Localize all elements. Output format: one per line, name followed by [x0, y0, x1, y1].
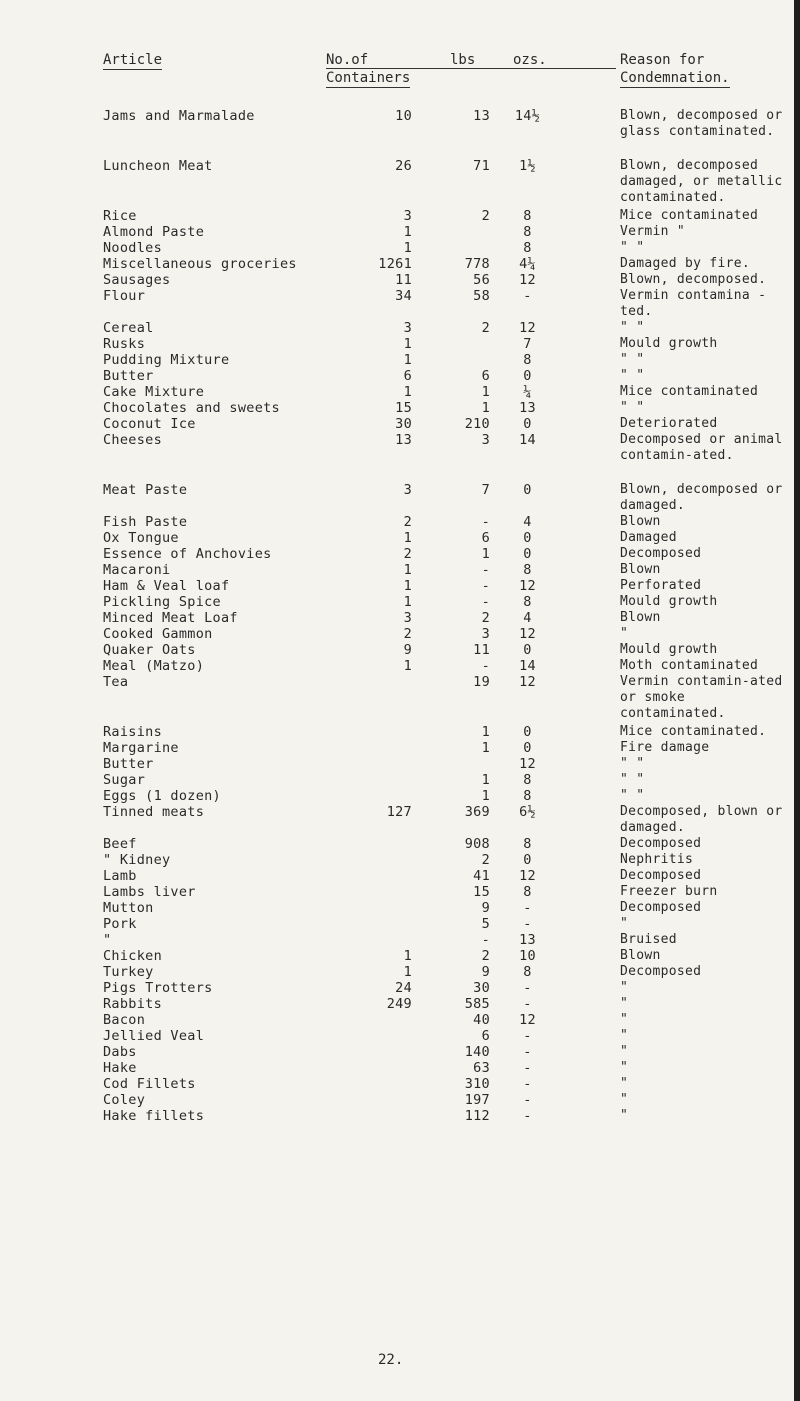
lbs-cell: 197 — [464, 1092, 490, 1108]
article-cell: Jellied Veal — [103, 1028, 205, 1044]
ozs-cell: - — [523, 1092, 532, 1108]
ozs-cell: 0 — [523, 740, 532, 756]
reason-cell: Fire damage — [620, 740, 710, 755]
table-row — [0, 916, 800, 932]
ozs-cell: 10 — [519, 948, 536, 964]
containers-cell: 26 — [395, 158, 412, 174]
table-row — [0, 868, 800, 884]
article-cell: Cake Mixture — [103, 384, 205, 400]
ozs-cell: 1½ — [519, 158, 536, 174]
containers-cell: 3 — [403, 610, 412, 626]
table-row — [0, 884, 800, 900]
ozs-cell: 0 — [523, 368, 532, 384]
reason-cell: Deteriorated — [620, 416, 718, 431]
lbs-cell: 5 — [481, 916, 490, 932]
ozs-cell: 0 — [523, 724, 532, 740]
article-cell: Butter — [103, 756, 154, 772]
article-cell: Fish Paste — [103, 514, 188, 530]
table-row — [0, 756, 800, 772]
ozs-cell: - — [523, 980, 532, 996]
article-cell: Bacon — [103, 1012, 146, 1028]
containers-cell: 3 — [403, 320, 412, 336]
ozs-cell: 12 — [519, 626, 536, 642]
ozs-cell: 13 — [519, 400, 536, 416]
containers-cell: 1 — [403, 658, 412, 674]
table-row — [0, 530, 800, 546]
ozs-cell: - — [523, 288, 532, 304]
table-row — [0, 900, 800, 916]
lbs-cell: 63 — [473, 1060, 490, 1076]
lbs-cell: - — [481, 562, 490, 578]
header-rule — [326, 68, 616, 69]
reason-cell: " — [620, 996, 629, 1011]
article-cell: Sausages — [103, 272, 171, 288]
article-cell: Mutton — [103, 900, 154, 916]
table-row — [0, 272, 800, 288]
reason-cell: " — [620, 1028, 629, 1043]
reason-cell: " " — [620, 352, 645, 367]
table-row — [0, 256, 800, 272]
article-cell: Noodles — [103, 240, 162, 256]
table-row — [0, 482, 800, 514]
article-cell: Hake — [103, 1060, 137, 1076]
ozs-cell: 0 — [523, 416, 532, 432]
reason-cell: Perforated — [620, 578, 702, 593]
reason-cell: Mice contaminated — [620, 208, 759, 223]
containers-cell: 1 — [403, 530, 412, 546]
containers-cell: 1 — [403, 964, 412, 980]
table-row — [0, 948, 800, 964]
ozs-cell: - — [523, 1108, 532, 1124]
article-cell: Pigs Trotters — [103, 980, 213, 996]
ozs-cell: - — [523, 1060, 532, 1076]
reason-cell: " " — [620, 368, 645, 383]
table-row — [0, 108, 800, 158]
table-row — [0, 320, 800, 336]
article-cell: Pork — [103, 916, 137, 932]
containers-cell: 1 — [403, 948, 412, 964]
ozs-cell: 4 — [523, 610, 532, 626]
containers-cell: 2 — [403, 626, 412, 642]
lbs-cell: 11 — [473, 642, 490, 658]
article-cell: Cheeses — [103, 432, 162, 448]
header-containers-bottom: Containers — [326, 70, 411, 86]
ozs-cell: 12 — [519, 868, 536, 884]
lbs-cell: 310 — [464, 1076, 490, 1092]
table-row — [0, 1028, 800, 1044]
ozs-cell: 0 — [523, 482, 532, 498]
lbs-cell: - — [481, 932, 490, 948]
lbs-cell: 19 — [473, 674, 490, 690]
ozs-cell: - — [523, 900, 532, 916]
containers-cell: 13 — [395, 432, 412, 448]
table-row — [0, 626, 800, 642]
ozs-cell: - — [523, 1076, 532, 1092]
containers-cell: 24 — [395, 980, 412, 996]
article-cell: " — [103, 932, 112, 948]
ozs-cell: - — [523, 1028, 532, 1044]
reason-cell: " — [620, 1044, 629, 1059]
reason-cell: " — [620, 1108, 629, 1123]
header-reason-bottom: Condemnation. — [620, 70, 730, 86]
article-cell: Almond Paste — [103, 224, 205, 240]
containers-cell: 1 — [403, 352, 412, 368]
article-cell: Minced Meat Loaf — [103, 610, 238, 626]
containers-cell: 11 — [395, 272, 412, 288]
article-cell: Turkey — [103, 964, 154, 980]
containers-cell: 1 — [403, 224, 412, 240]
table-row — [0, 416, 800, 432]
table-row — [0, 836, 800, 852]
ozs-cell: 8 — [523, 788, 532, 804]
ozs-cell: 8 — [523, 884, 532, 900]
containers-cell: 1 — [403, 240, 412, 256]
ozs-cell: 12 — [519, 272, 536, 288]
lbs-cell: 6 — [481, 368, 490, 384]
containers-cell: 3 — [403, 208, 412, 224]
article-cell: Butter — [103, 368, 154, 384]
article-cell: Coconut Ice — [103, 416, 196, 432]
containers-cell: 127 — [386, 804, 412, 820]
containers-cell: 15 — [395, 400, 412, 416]
article-cell: Chicken — [103, 948, 162, 964]
reason-cell: Blown, decomposed or glass contaminated. — [620, 108, 783, 139]
reason-cell: Blown — [620, 562, 661, 577]
reason-cell: Decomposed, blown or damaged. — [620, 804, 783, 835]
ozs-cell: 8 — [523, 594, 532, 610]
reason-cell: Mould growth — [620, 594, 718, 609]
article-cell: Pickling Spice — [103, 594, 221, 610]
containers-cell: 30 — [395, 416, 412, 432]
lbs-cell: 2 — [481, 320, 490, 336]
ozs-cell: - — [523, 916, 532, 932]
reason-cell: " " — [620, 240, 645, 255]
ozs-cell: - — [523, 996, 532, 1012]
reason-cell: " — [620, 1092, 629, 1107]
reason-cell: Blown, decomposed. — [620, 272, 767, 287]
lbs-cell: 1 — [481, 772, 490, 788]
lbs-cell: 7 — [481, 482, 490, 498]
article-cell: Meat Paste — [103, 482, 188, 498]
lbs-cell: 369 — [464, 804, 490, 820]
lbs-cell: 2 — [481, 610, 490, 626]
reason-cell: Decomposed — [620, 836, 702, 851]
table-row — [0, 400, 800, 416]
table-row — [0, 642, 800, 658]
header-containers-top: No.of — [326, 52, 369, 68]
ozs-cell: 8 — [523, 964, 532, 980]
table-row — [0, 562, 800, 578]
table-row — [0, 610, 800, 626]
reason-cell: " " — [620, 400, 645, 415]
lbs-cell: 71 — [473, 158, 490, 174]
reason-cell: " " — [620, 772, 645, 787]
table-row — [0, 980, 800, 996]
lbs-cell: - — [481, 594, 490, 610]
article-cell: Luncheon Meat — [103, 158, 213, 174]
ozs-cell: 7 — [523, 336, 532, 352]
ozs-cell: - — [523, 1044, 532, 1060]
reason-cell: " — [620, 1012, 629, 1027]
article-cell: Ox Tongue — [103, 530, 179, 546]
reason-cell: " " — [620, 756, 645, 771]
article-cell: Lambs liver — [103, 884, 196, 900]
article-cell: Meal (Matzo) — [103, 658, 205, 674]
article-cell: Eggs (1 dozen) — [103, 788, 221, 804]
reason-cell: Bruised — [620, 932, 677, 947]
table-row — [0, 1044, 800, 1060]
ozs-cell: ¼ — [523, 384, 532, 400]
table-row — [0, 1012, 800, 1028]
table-row — [0, 368, 800, 384]
article-cell: Rusks — [103, 336, 146, 352]
article-cell: Beef — [103, 836, 137, 852]
lbs-cell: - — [481, 578, 490, 594]
ozs-cell: 12 — [519, 756, 536, 772]
article-cell: Quaker Oats — [103, 642, 196, 658]
reason-cell: Mice contaminated. — [620, 724, 767, 739]
ozs-cell: 8 — [523, 224, 532, 240]
lbs-cell: 2 — [481, 208, 490, 224]
table-row — [0, 724, 800, 740]
reason-cell: Vermin contamina -ted. — [620, 288, 767, 319]
table-row — [0, 1092, 800, 1108]
reason-cell: " — [620, 980, 629, 995]
lbs-cell: 2 — [481, 852, 490, 868]
page-number: 22. — [378, 1352, 404, 1368]
table-row — [0, 208, 800, 224]
lbs-cell: - — [481, 658, 490, 674]
lbs-cell: 15 — [473, 884, 490, 900]
reason-cell: Decomposed — [620, 546, 702, 561]
article-cell: Raisins — [103, 724, 162, 740]
reason-cell: Mice contaminated — [620, 384, 759, 399]
ozs-cell: 12 — [519, 578, 536, 594]
ozs-cell: 0 — [523, 530, 532, 546]
article-cell: " Kidney — [103, 852, 171, 868]
containers-cell: 10 — [395, 108, 412, 124]
reason-cell: Vermin " — [620, 224, 686, 239]
lbs-cell: 41 — [473, 868, 490, 884]
ozs-cell: 14 — [519, 658, 536, 674]
header-ozs: ozs. — [513, 52, 547, 68]
lbs-cell: 30 — [473, 980, 490, 996]
reason-cell: Blown, decomposed or damaged. — [620, 482, 783, 513]
reason-cell: Mould growth — [620, 642, 718, 657]
table-row — [0, 546, 800, 562]
table-row — [0, 1108, 800, 1124]
containers-cell: 2 — [403, 546, 412, 562]
article-cell: Rice — [103, 208, 137, 224]
article-cell: Lamb — [103, 868, 137, 884]
ozs-cell: 0 — [523, 642, 532, 658]
lbs-cell: 1 — [481, 400, 490, 416]
ozs-cell: 4¼ — [519, 256, 536, 272]
table-row — [0, 932, 800, 948]
article-cell: Margarine — [103, 740, 179, 756]
table-row — [0, 772, 800, 788]
reason-cell: " — [620, 916, 629, 931]
table-row — [0, 658, 800, 674]
article-cell: Tea — [103, 674, 129, 690]
article-cell: Dabs — [103, 1044, 137, 1060]
table-row — [0, 674, 800, 724]
reason-cell: " " — [620, 320, 645, 335]
article-cell: Tinned meats — [103, 804, 205, 820]
article-cell: Cereal — [103, 320, 154, 336]
article-cell: Coley — [103, 1092, 146, 1108]
table-row — [0, 224, 800, 240]
lbs-cell: 3 — [481, 432, 490, 448]
article-cell: Cooked Gammon — [103, 626, 213, 642]
lbs-cell: - — [481, 514, 490, 530]
lbs-cell: 2 — [481, 948, 490, 964]
containers-cell: 1 — [403, 384, 412, 400]
lbs-cell: 908 — [464, 836, 490, 852]
condemnation-table — [0, 108, 800, 1124]
reason-cell: Decomposed or animal contamin-ated. — [620, 432, 783, 463]
article-cell: Rabbits — [103, 996, 162, 1012]
header-reason-top: Reason for — [620, 52, 705, 68]
ozs-cell: 0 — [523, 852, 532, 868]
article-cell: Hake fillets — [103, 1108, 205, 1124]
ozs-cell: 0 — [523, 546, 532, 562]
ozs-cell: 13 — [519, 932, 536, 948]
reason-cell: Blown, decomposed damaged, or metallic contaminated. — [620, 158, 783, 205]
containers-cell: 34 — [395, 288, 412, 304]
lbs-cell: 9 — [481, 964, 490, 980]
article-cell: Sugar — [103, 772, 146, 788]
lbs-cell: 778 — [464, 256, 490, 272]
table-row — [0, 964, 800, 980]
reason-cell: Decomposed — [620, 868, 702, 883]
ozs-cell: 6½ — [519, 804, 536, 820]
lbs-cell: 585 — [464, 996, 490, 1012]
lbs-cell: 112 — [464, 1108, 490, 1124]
article-cell: Macaroni — [103, 562, 171, 578]
table-row — [0, 432, 800, 482]
table-header — [0, 52, 800, 102]
article-cell: Jams and Marmalade — [103, 108, 255, 124]
lbs-cell: 9 — [481, 900, 490, 916]
table-row — [0, 578, 800, 594]
ozs-cell: 12 — [519, 1012, 536, 1028]
ozs-cell: 14½ — [514, 108, 541, 124]
lbs-cell: 40 — [473, 1012, 490, 1028]
lbs-cell: 56 — [473, 272, 490, 288]
ozs-cell: 8 — [523, 208, 532, 224]
reason-cell: Decomposed — [620, 964, 702, 979]
reason-cell: Blown — [620, 514, 661, 529]
reason-cell: Damaged by fire. — [620, 256, 751, 271]
table-row — [0, 384, 800, 400]
table-row — [0, 804, 800, 836]
reason-cell: " — [620, 1060, 629, 1075]
ozs-cell: 8 — [523, 240, 532, 256]
lbs-cell: 140 — [464, 1044, 490, 1060]
table-row — [0, 336, 800, 352]
reason-cell: Nephritis — [620, 852, 694, 867]
containers-cell: 1261 — [378, 256, 412, 272]
table-row — [0, 1076, 800, 1092]
containers-cell: 6 — [403, 368, 412, 384]
reason-cell: Moth contaminated — [620, 658, 759, 673]
table-row — [0, 788, 800, 804]
containers-cell: 9 — [403, 642, 412, 658]
lbs-cell: 1 — [481, 546, 490, 562]
table-row — [0, 594, 800, 610]
article-cell: Flour — [103, 288, 146, 304]
ozs-cell: 12 — [519, 320, 536, 336]
ozs-cell: 8 — [523, 772, 532, 788]
ozs-cell: 14 — [519, 432, 536, 448]
table-row — [0, 740, 800, 756]
header-lbs: lbs — [450, 52, 476, 68]
article-cell: Cod Fillets — [103, 1076, 196, 1092]
lbs-cell: 210 — [464, 416, 490, 432]
article-cell: Chocolates and sweets — [103, 400, 280, 416]
lbs-cell: 1 — [481, 384, 490, 400]
ozs-cell: 8 — [523, 836, 532, 852]
lbs-cell: 13 — [473, 108, 490, 124]
lbs-cell: 6 — [481, 1028, 490, 1044]
containers-cell: 1 — [403, 594, 412, 610]
containers-cell: 3 — [403, 482, 412, 498]
article-cell: Ham & Veal loaf — [103, 578, 230, 594]
article-cell: Miscellaneous groceries — [103, 256, 297, 272]
reason-cell: " — [620, 626, 629, 641]
lbs-cell: 58 — [473, 288, 490, 304]
lbs-cell: 1 — [481, 724, 490, 740]
containers-cell: 1 — [403, 578, 412, 594]
article-cell: Pudding Mixture — [103, 352, 230, 368]
lbs-cell: 1 — [481, 788, 490, 804]
ozs-cell: 8 — [523, 352, 532, 368]
table-row — [0, 996, 800, 1012]
table-row — [0, 240, 800, 256]
ozs-cell: 12 — [519, 674, 536, 690]
table-row — [0, 288, 800, 320]
lbs-cell: 6 — [481, 530, 490, 546]
reason-cell: Damaged — [620, 530, 677, 545]
reason-cell: " — [620, 1076, 629, 1091]
containers-cell: 1 — [403, 562, 412, 578]
containers-cell: 249 — [386, 996, 412, 1012]
table-row — [0, 514, 800, 530]
reason-cell: " " — [620, 788, 645, 803]
reason-cell: Blown — [620, 610, 661, 625]
reason-cell: Decomposed — [620, 900, 702, 915]
containers-cell: 1 — [403, 336, 412, 352]
containers-cell: 2 — [403, 514, 412, 530]
reason-cell: Blown — [620, 948, 661, 963]
lbs-cell: 1 — [481, 740, 490, 756]
table-row — [0, 852, 800, 868]
table-row — [0, 352, 800, 368]
lbs-cell: 3 — [481, 626, 490, 642]
reason-cell: Freezer burn — [620, 884, 718, 899]
ozs-cell: 8 — [523, 562, 532, 578]
header-article: Article — [103, 52, 163, 68]
article-cell: Essence of Anchovies — [103, 546, 272, 562]
table-row — [0, 1060, 800, 1076]
reason-cell: Mould growth — [620, 336, 718, 351]
table-row — [0, 158, 800, 208]
reason-cell: Vermin contamin-ated or smoke contaminated. — [620, 674, 783, 721]
ozs-cell: 4 — [523, 514, 532, 530]
